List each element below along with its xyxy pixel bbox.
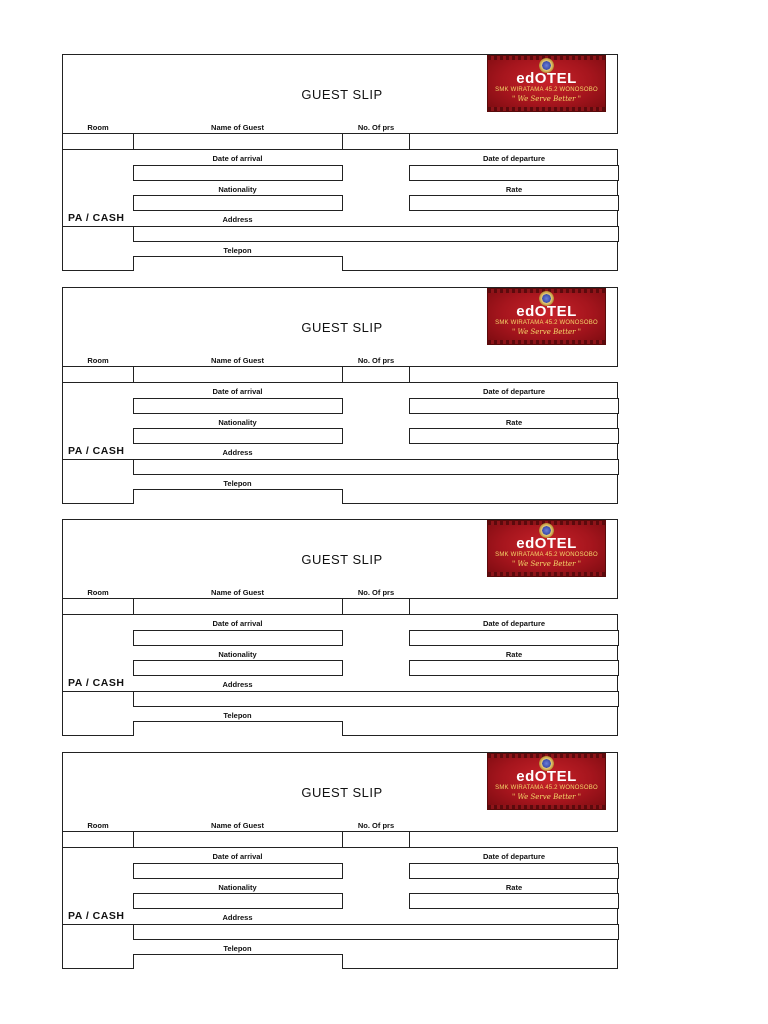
date-of-departure-field[interactable] (409, 630, 619, 646)
address-label: Address (222, 913, 253, 922)
telepon-field[interactable] (133, 721, 343, 736)
date-of-departure-field[interactable] (409, 165, 619, 181)
room-label: Room (87, 821, 109, 830)
logo-subtitle: SMK WIRATAMA 45.2 WONOSOBO (495, 320, 598, 326)
logo-subtitle: SMK WIRATAMA 45.2 WONOSOBO (495, 785, 598, 791)
guest-slip-form-4 (62, 752, 618, 969)
no-of-prs-label: No. Of prs (357, 821, 395, 830)
divider (63, 226, 133, 227)
no-of-prs-label: No. Of prs (357, 356, 395, 365)
hotel-logo (487, 288, 606, 345)
name-of-guest-field[interactable] (134, 367, 342, 382)
date-of-departure-label: Date of departure (482, 852, 546, 861)
logo-border-bottom (488, 340, 605, 344)
logo-tagline: " We Serve Better " (512, 95, 581, 103)
date-of-departure-label: Date of departure (482, 154, 546, 163)
divider (63, 924, 133, 925)
room-label: Room (87, 588, 109, 597)
name-of-guest-label: Name of Guest (211, 123, 264, 132)
date-of-departure-field[interactable] (409, 863, 619, 879)
address-label: Address (222, 680, 253, 689)
logo-tagline: " We Serve Better " (512, 328, 581, 336)
hotel-logo (487, 520, 606, 577)
extra-field[interactable] (410, 367, 618, 382)
logo-subtitle: SMK WIRATAMA 45.2 WONOSOBO (495, 552, 598, 558)
telepon-label: Telepon (223, 711, 252, 720)
date-of-arrival-field[interactable] (133, 165, 343, 181)
date-of-arrival-label: Date of arrival (212, 154, 263, 163)
divider (63, 691, 133, 692)
room-field[interactable] (63, 134, 133, 149)
rate-field[interactable] (409, 195, 619, 211)
nationality-label: Nationality (218, 650, 257, 659)
logo-brand: edOTEL (516, 768, 577, 785)
pa-cash-label: PA / CASH (68, 910, 125, 922)
rate-label: Rate (505, 185, 523, 194)
guest-slip-form-2 (62, 287, 618, 504)
no-of-prs-field[interactable] (343, 134, 409, 149)
logo-brand: edOTEL (516, 70, 577, 87)
date-of-arrival-label: Date of arrival (212, 619, 263, 628)
rate-label: Rate (505, 650, 523, 659)
nationality-label: Nationality (218, 185, 257, 194)
telepon-field[interactable] (133, 489, 343, 504)
guest-slip-form-1 (62, 54, 618, 271)
date-of-arrival-field[interactable] (133, 630, 343, 646)
no-of-prs-field[interactable] (343, 832, 409, 847)
telepon-label: Telepon (223, 944, 252, 953)
logo-border-bottom (488, 107, 605, 111)
room-field[interactable] (63, 367, 133, 382)
name-of-guest-field[interactable] (134, 134, 342, 149)
rate-field[interactable] (409, 893, 619, 909)
no-of-prs-label: No. Of prs (357, 123, 395, 132)
divider (63, 847, 618, 848)
date-of-arrival-field[interactable] (133, 398, 343, 414)
slip-title: GUEST SLIP (301, 785, 383, 800)
logo-border-bottom (488, 805, 605, 809)
guest-slip-form-3 (62, 519, 618, 736)
telepon-label: Telepon (223, 479, 252, 488)
pa-cash-label: PA / CASH (68, 677, 125, 689)
divider (63, 149, 618, 150)
slip-title: GUEST SLIP (301, 320, 383, 335)
nationality-field[interactable] (133, 893, 343, 909)
room-label: Room (87, 123, 109, 132)
rate-field[interactable] (409, 428, 619, 444)
name-of-guest-label: Name of Guest (211, 588, 264, 597)
nationality-field[interactable] (133, 660, 343, 676)
telepon-label: Telepon (223, 246, 252, 255)
date-of-departure-label: Date of departure (482, 619, 546, 628)
logo-subtitle: SMK WIRATAMA 45.2 WONOSOBO (495, 87, 598, 93)
pa-cash-label: PA / CASH (68, 445, 125, 457)
address-label: Address (222, 215, 253, 224)
extra-field[interactable] (410, 134, 618, 149)
slip-title: GUEST SLIP (301, 87, 383, 102)
room-label: Room (87, 356, 109, 365)
name-of-guest-label: Name of Guest (211, 356, 264, 365)
divider (63, 459, 133, 460)
logo-tagline: " We Serve Better " (512, 560, 581, 568)
address-field[interactable] (133, 924, 619, 940)
no-of-prs-label: No. Of prs (357, 588, 395, 597)
room-field[interactable] (63, 832, 133, 847)
rate-label: Rate (505, 418, 523, 427)
extra-field[interactable] (410, 832, 618, 847)
date-of-arrival-label: Date of arrival (212, 852, 263, 861)
rate-label: Rate (505, 883, 523, 892)
nationality-field[interactable] (133, 195, 343, 211)
date-of-departure-label: Date of departure (482, 387, 546, 396)
date-of-arrival-field[interactable] (133, 863, 343, 879)
slip-title: GUEST SLIP (301, 552, 383, 567)
logo-brand: edOTEL (516, 535, 577, 552)
rate-field[interactable] (409, 660, 619, 676)
address-label: Address (222, 448, 253, 457)
name-of-guest-label: Name of Guest (211, 821, 264, 830)
divider (63, 614, 618, 615)
nationality-label: Nationality (218, 418, 257, 427)
date-of-arrival-label: Date of arrival (212, 387, 263, 396)
logo-border-bottom (488, 572, 605, 576)
no-of-prs-field[interactable] (343, 599, 409, 614)
nationality-field[interactable] (133, 428, 343, 444)
room-field[interactable] (63, 599, 133, 614)
logo-tagline: " We Serve Better " (512, 793, 581, 801)
divider (63, 382, 618, 383)
date-of-departure-field[interactable] (409, 398, 619, 414)
no-of-prs-field[interactable] (343, 367, 409, 382)
nationality-label: Nationality (218, 883, 257, 892)
extra-field[interactable] (410, 599, 618, 614)
address-field[interactable] (133, 459, 619, 475)
telepon-field[interactable] (133, 954, 343, 969)
logo-brand: edOTEL (516, 303, 577, 320)
hotel-logo (487, 753, 606, 810)
address-field[interactable] (133, 691, 619, 707)
hotel-logo (487, 55, 606, 112)
name-of-guest-field[interactable] (134, 599, 342, 614)
pa-cash-label: PA / CASH (68, 212, 125, 224)
telepon-field[interactable] (133, 256, 343, 271)
address-field[interactable] (133, 226, 619, 242)
name-of-guest-field[interactable] (134, 832, 342, 847)
